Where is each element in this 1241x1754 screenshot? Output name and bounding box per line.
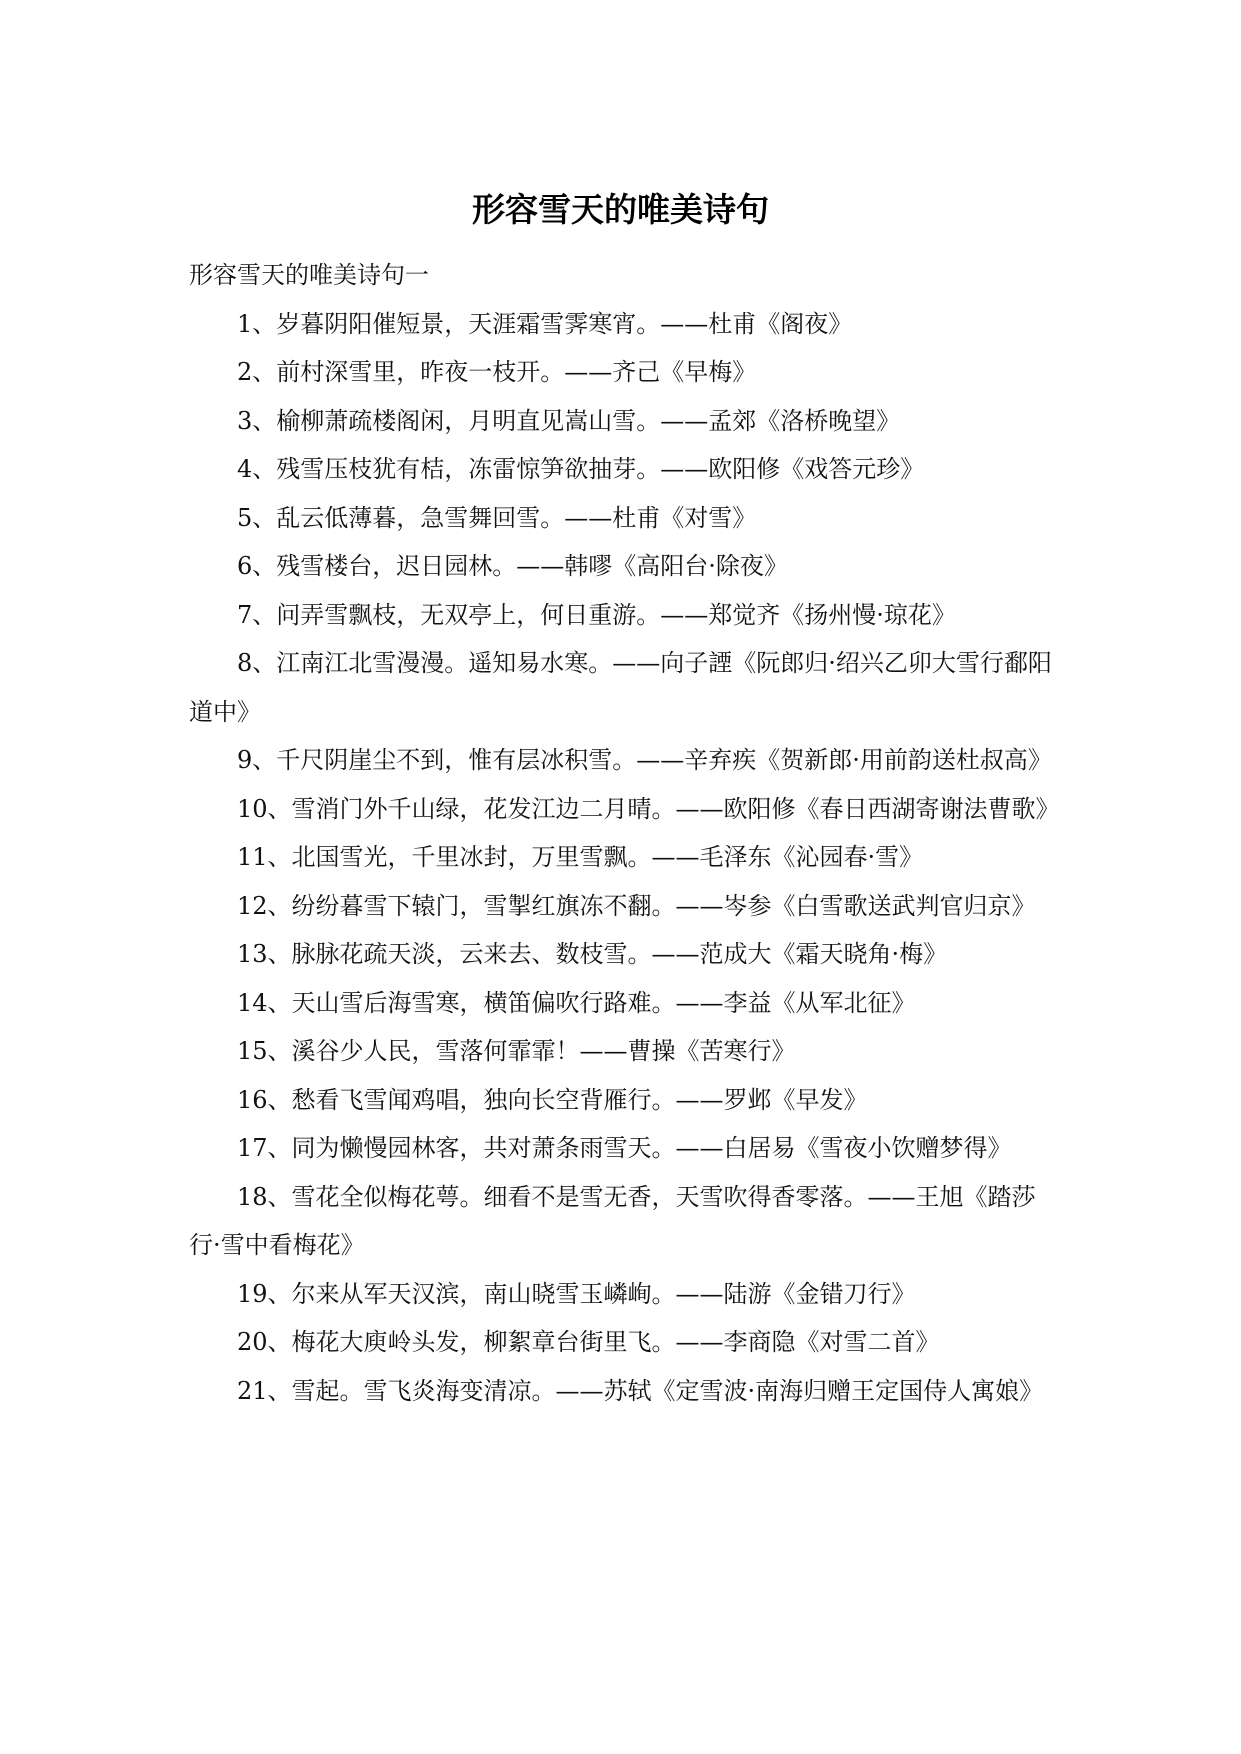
poem-line: 3、榆柳萧疏楼阁闲，月明直见嵩山雪。——孟郊《洛桥晚望》 [237,406,901,435]
poem-line: 11、北国雪光，千里冰封，万里雪飘。——毛泽东《沁园春·雪》 [237,843,924,871]
poem-list [189,300,1060,1416]
poem-line: 21、雪起。雪飞炎海变清凉。——苏轼《定雪波·南海归赠王定国侍人寓娘》 [237,1376,1044,1405]
poem-line: 20、梅花大庾岭头发，柳絮章台街里飞。——李商隐《对雪二首》 [237,1328,940,1356]
poem-line: 14、天山雪后海雪寒，横笛偏吹行路难。——李益《从军北征》 [237,988,916,1017]
poem-line: 16、愁看飞雪闻鸡唱，独向长空背雁行。——罗邺《早发》 [237,1085,868,1114]
poem-line: 17、同为懒慢园林客，共对萧条雨雪天。——白居易《雪夜小饮赠梦得》 [237,1134,1012,1162]
page-title: 形容雪天的唯美诗句 [472,190,769,229]
poem-line: 10、雪消门外千山绿，花发江边二月晴。——欧阳修《春日西湖寄谢法曹歌》 [237,794,1060,823]
poem-line: 8、江南江北雪漫漫。遥知易水寒。——向子諲《阮郎归·绍兴乙卯大雪行鄱阳道中》 [189,649,1052,726]
poem-line: 9、千尺阴崖尘不到，惟有层冰积雪。——辛弃疾《贺新郎·用前韵送杜叔高》 [237,746,1052,774]
poem-line: 7、问弄雪飘枝，无双亭上，何日重游。——郑觉齐《扬州慢·琼花》 [237,600,956,629]
poem-line: 12、纷纷暮雪下辕门，雪掣红旗冻不翻。——岑参《白雪歌送武判官归京》 [237,891,1036,920]
poem-line: 15、溪谷少人民，雪落何霏霏！——曹操《苦寒行》 [237,1037,796,1065]
poem-line: 2、前村深雪里，昨夜一枝开。——齐己《早梅》 [237,358,757,386]
poem-line: 1、岁暮阴阳催短景，天涯霜雪霁寒宵。——杜甫《阁夜》 [237,309,853,338]
poem-line: 18、雪花全似梅花萼。细看不是雪无香，天雪吹得香零落。——王旭《踏莎行·雪中看梅花》 [189,1182,1036,1259]
poem-line: 19、尔来从军天汉滨，南山晓雪玉嶙峋。——陆游《金错刀行》 [237,1279,916,1308]
poem-line: 13、脉脉花疏天淡，云来去、数枝雪。——范成大《霜天晓角·梅》 [237,940,948,968]
poem-line: 4、残雪压枝犹有桔，冻雷惊笋欲抽芽。——欧阳修《戏答元珍》 [237,455,925,483]
section-heading: 形容雪天的唯美诗句一 [189,261,429,289]
document-body [189,251,1060,1415]
poem-line: 6、残雪楼台，迟日园林。——韩嘐《高阳台·除夜》 [237,552,788,580]
poem-line: 5、乱云低薄暮，急雪舞回雪。——杜甫《对雪》 [237,503,757,532]
